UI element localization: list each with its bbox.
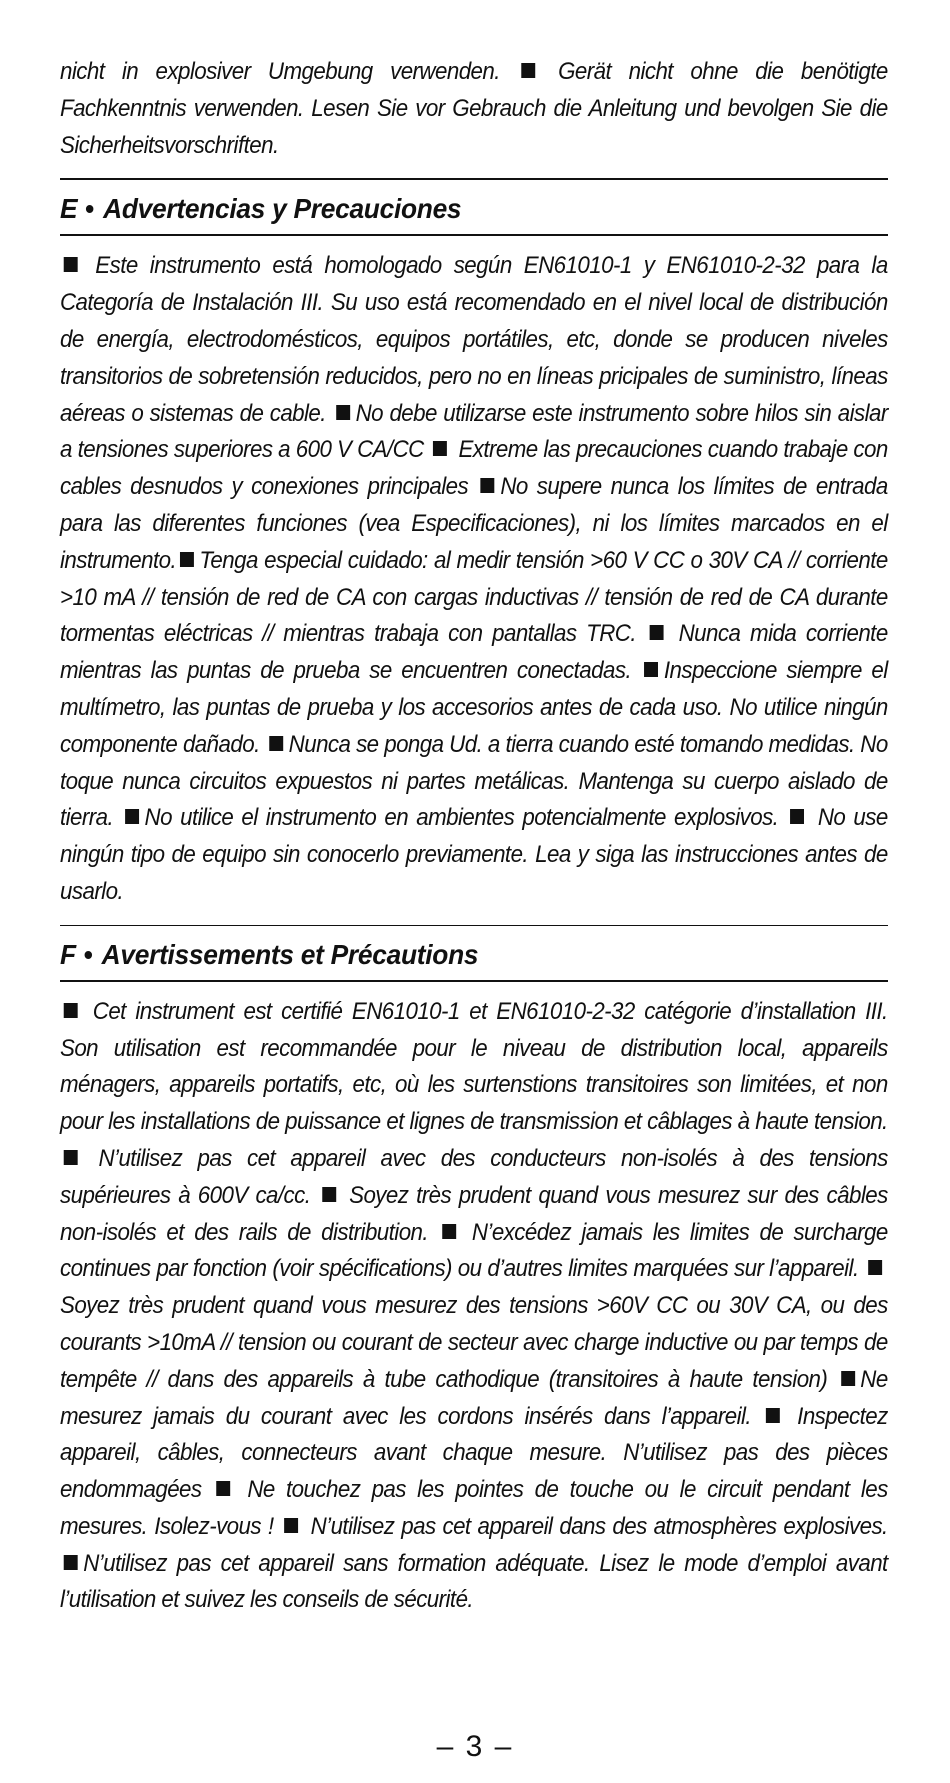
paragraph-text: N’excédez jamais les limites de surcharge continues par fonction (voir spécifications) ou d’autres limites marquées sur l’appareil. (60, 1218, 888, 1283)
paragraph-text: N’utilisez pas cet appareil sans formation adéquate. Lisez le mode d’emploi avant l’utilisation et suivez les conseils de sécurité. (60, 1549, 888, 1614)
section-letter: F (60, 938, 76, 970)
section-divider (60, 925, 888, 926)
square-bullet-icon (217, 1481, 231, 1496)
square-bullet-icon (284, 1518, 298, 1533)
french-warning-paragraph (60, 994, 888, 1620)
section-title: Advertencias y Precauciones (103, 193, 462, 225)
paragraph-text: Extreme las precauciones cuando trabaje con cables desnudos y conexiones principales (60, 436, 888, 501)
paragraph-text: Inspeccione siempre el multímetro, las puntas de prueba y los accesorios antes de cada uso. No utilice ningún componente dañado. (60, 657, 888, 758)
section-bullet: • (83, 938, 93, 970)
section-letter: E (60, 193, 78, 225)
square-bullet-icon (433, 441, 447, 456)
paragraph-text: Gerät nicht ohne die benötigte Fachkenntnis verwenden. Lesen Sie vor Gebrauch die Anleitung und bevolgen Sie die Sicherheitsvorschriften. (60, 58, 888, 159)
paragraph-text: N’utilisez pas cet appareil dans des atmosphères explosives. (303, 1512, 888, 1540)
paragraph-text: Tenga especial cuidado: al medir tensión >60 V CC o 30V CA // corriente >10 mA // tensión de red de CA con cargas inductivas // tensión de red de CA durante tormentas eléctricas // mientras trabaja con pantallas TRC. (60, 546, 888, 648)
square-bullet-icon (269, 736, 283, 751)
paragraph-text: No utilice el instrumento en ambientes potencialmente explosivos. (144, 804, 787, 832)
section-divider (60, 980, 888, 982)
paragraph-text: Ne mesurez jamais du courant avec les cordons insérés dans l’appareil. (60, 1365, 888, 1430)
german-warning-paragraph (60, 54, 888, 164)
square-bullet-icon (442, 1224, 456, 1239)
square-bullet-icon (64, 1555, 78, 1570)
paragraph-text: N’utilisez pas cet appareil avec des conducteurs non-isolés à des tensions supérieures à 600V ca/cc. (60, 1144, 888, 1209)
square-bullet-icon (841, 1371, 855, 1386)
paragraph-text: nicht in explosiver Umgebung verwenden. (60, 58, 518, 85)
section-heading-french (60, 938, 838, 972)
square-bullet-icon (868, 1260, 882, 1275)
spanish-warning-paragraph (60, 248, 888, 910)
section-bullet: • (84, 193, 94, 225)
paragraph-text: Soyez très prudent quand vous mesurez des tensions >60V CC ou 30V CA, ou des courants >10mA // tension ou courant de secteur avec charge inductive ou par temps de tempête // dans des appareils à tube cathodique (transitoires à haute tension) (60, 1292, 888, 1393)
section-divider (60, 178, 888, 180)
paragraph-text: Inspectez appareil, câbles, connecteurs avant chaque mesure. N’utilisez pas des pièces endommagées (60, 1402, 888, 1504)
square-bullet-icon (125, 809, 139, 824)
paragraph-text: Soyez très prudent quand vous mesurez sur des câbles non-isolés et des rails de distribution. (60, 1181, 888, 1246)
square-bullet-icon (336, 405, 350, 420)
square-bullet-icon (64, 257, 78, 272)
section-divider (60, 234, 888, 236)
page-number: – 3 – (436, 1730, 514, 1763)
square-bullet-icon (649, 625, 663, 640)
square-bullet-icon (766, 1408, 780, 1423)
square-bullet-icon (64, 1003, 78, 1018)
square-bullet-icon (180, 552, 194, 567)
square-bullet-icon (322, 1187, 336, 1202)
paragraph-text: Ne touchez pas les pointes de touche ou le circuit pendant les mesures. Isolez-vous ! (60, 1476, 888, 1540)
document-page (60, 54, 888, 1619)
square-bullet-icon (521, 63, 535, 78)
paragraph-text: No use ningún tipo de equipo sin conocerlo previamente. Lea y siga las instrucciones antes de usarlo. (60, 804, 888, 905)
square-bullet-icon (790, 809, 804, 824)
square-bullet-icon (644, 662, 658, 677)
paragraph-text: Este instrumento está homologado según EN61010-1 y EN61010-2-32 para la Categoría de Instalación III. Su uso está recomendado en el nivel local de distribución de energía, electrodomésticos, equipos portátiles, etc, donde se producen niveles transitorios de sobretensión reducidos, pero no en líneas pricipales de suministro, líneas aéreas o sistemas de cable. (60, 252, 888, 427)
section-title: Avertissements et Précautions (101, 938, 479, 970)
square-bullet-icon (64, 1150, 78, 1165)
paragraph-text: No supere nunca los límites de entrada para las diferentes funciones (vea Especificaciones), ni los límites marcados en el instrumento. (60, 473, 888, 574)
paragraph-text: Cet instrument est certifié EN61010-1 et EN61010-2-32 catégorie d’installation III. Son utilisation est recommandée pour le niveau de distribution local, appareils ménagers, appareils portatifs, etc, où les surtenstions transitoires son limitées, et non pour les installations de puissance et lignes de transmission et câblages à haute tension. (60, 997, 888, 1136)
paragraph-text: Nunca se ponga Ud. a tierra cuando esté tomando medidas. No toque nunca circuitos expuestos ni partes metálicas. Mantenga su cuerpo aislado de tierra. (60, 730, 888, 832)
paragraph-text: Nunca mida corriente mientras las puntas de prueba se encuentren conectadas. (60, 620, 888, 685)
paragraph-text: No debe utilizarse este instrumento sobre hilos sin aislar a tensiones superiores a 600 V CA/CC (60, 399, 888, 464)
square-bullet-icon (481, 478, 495, 493)
section-heading-spanish (60, 192, 838, 226)
